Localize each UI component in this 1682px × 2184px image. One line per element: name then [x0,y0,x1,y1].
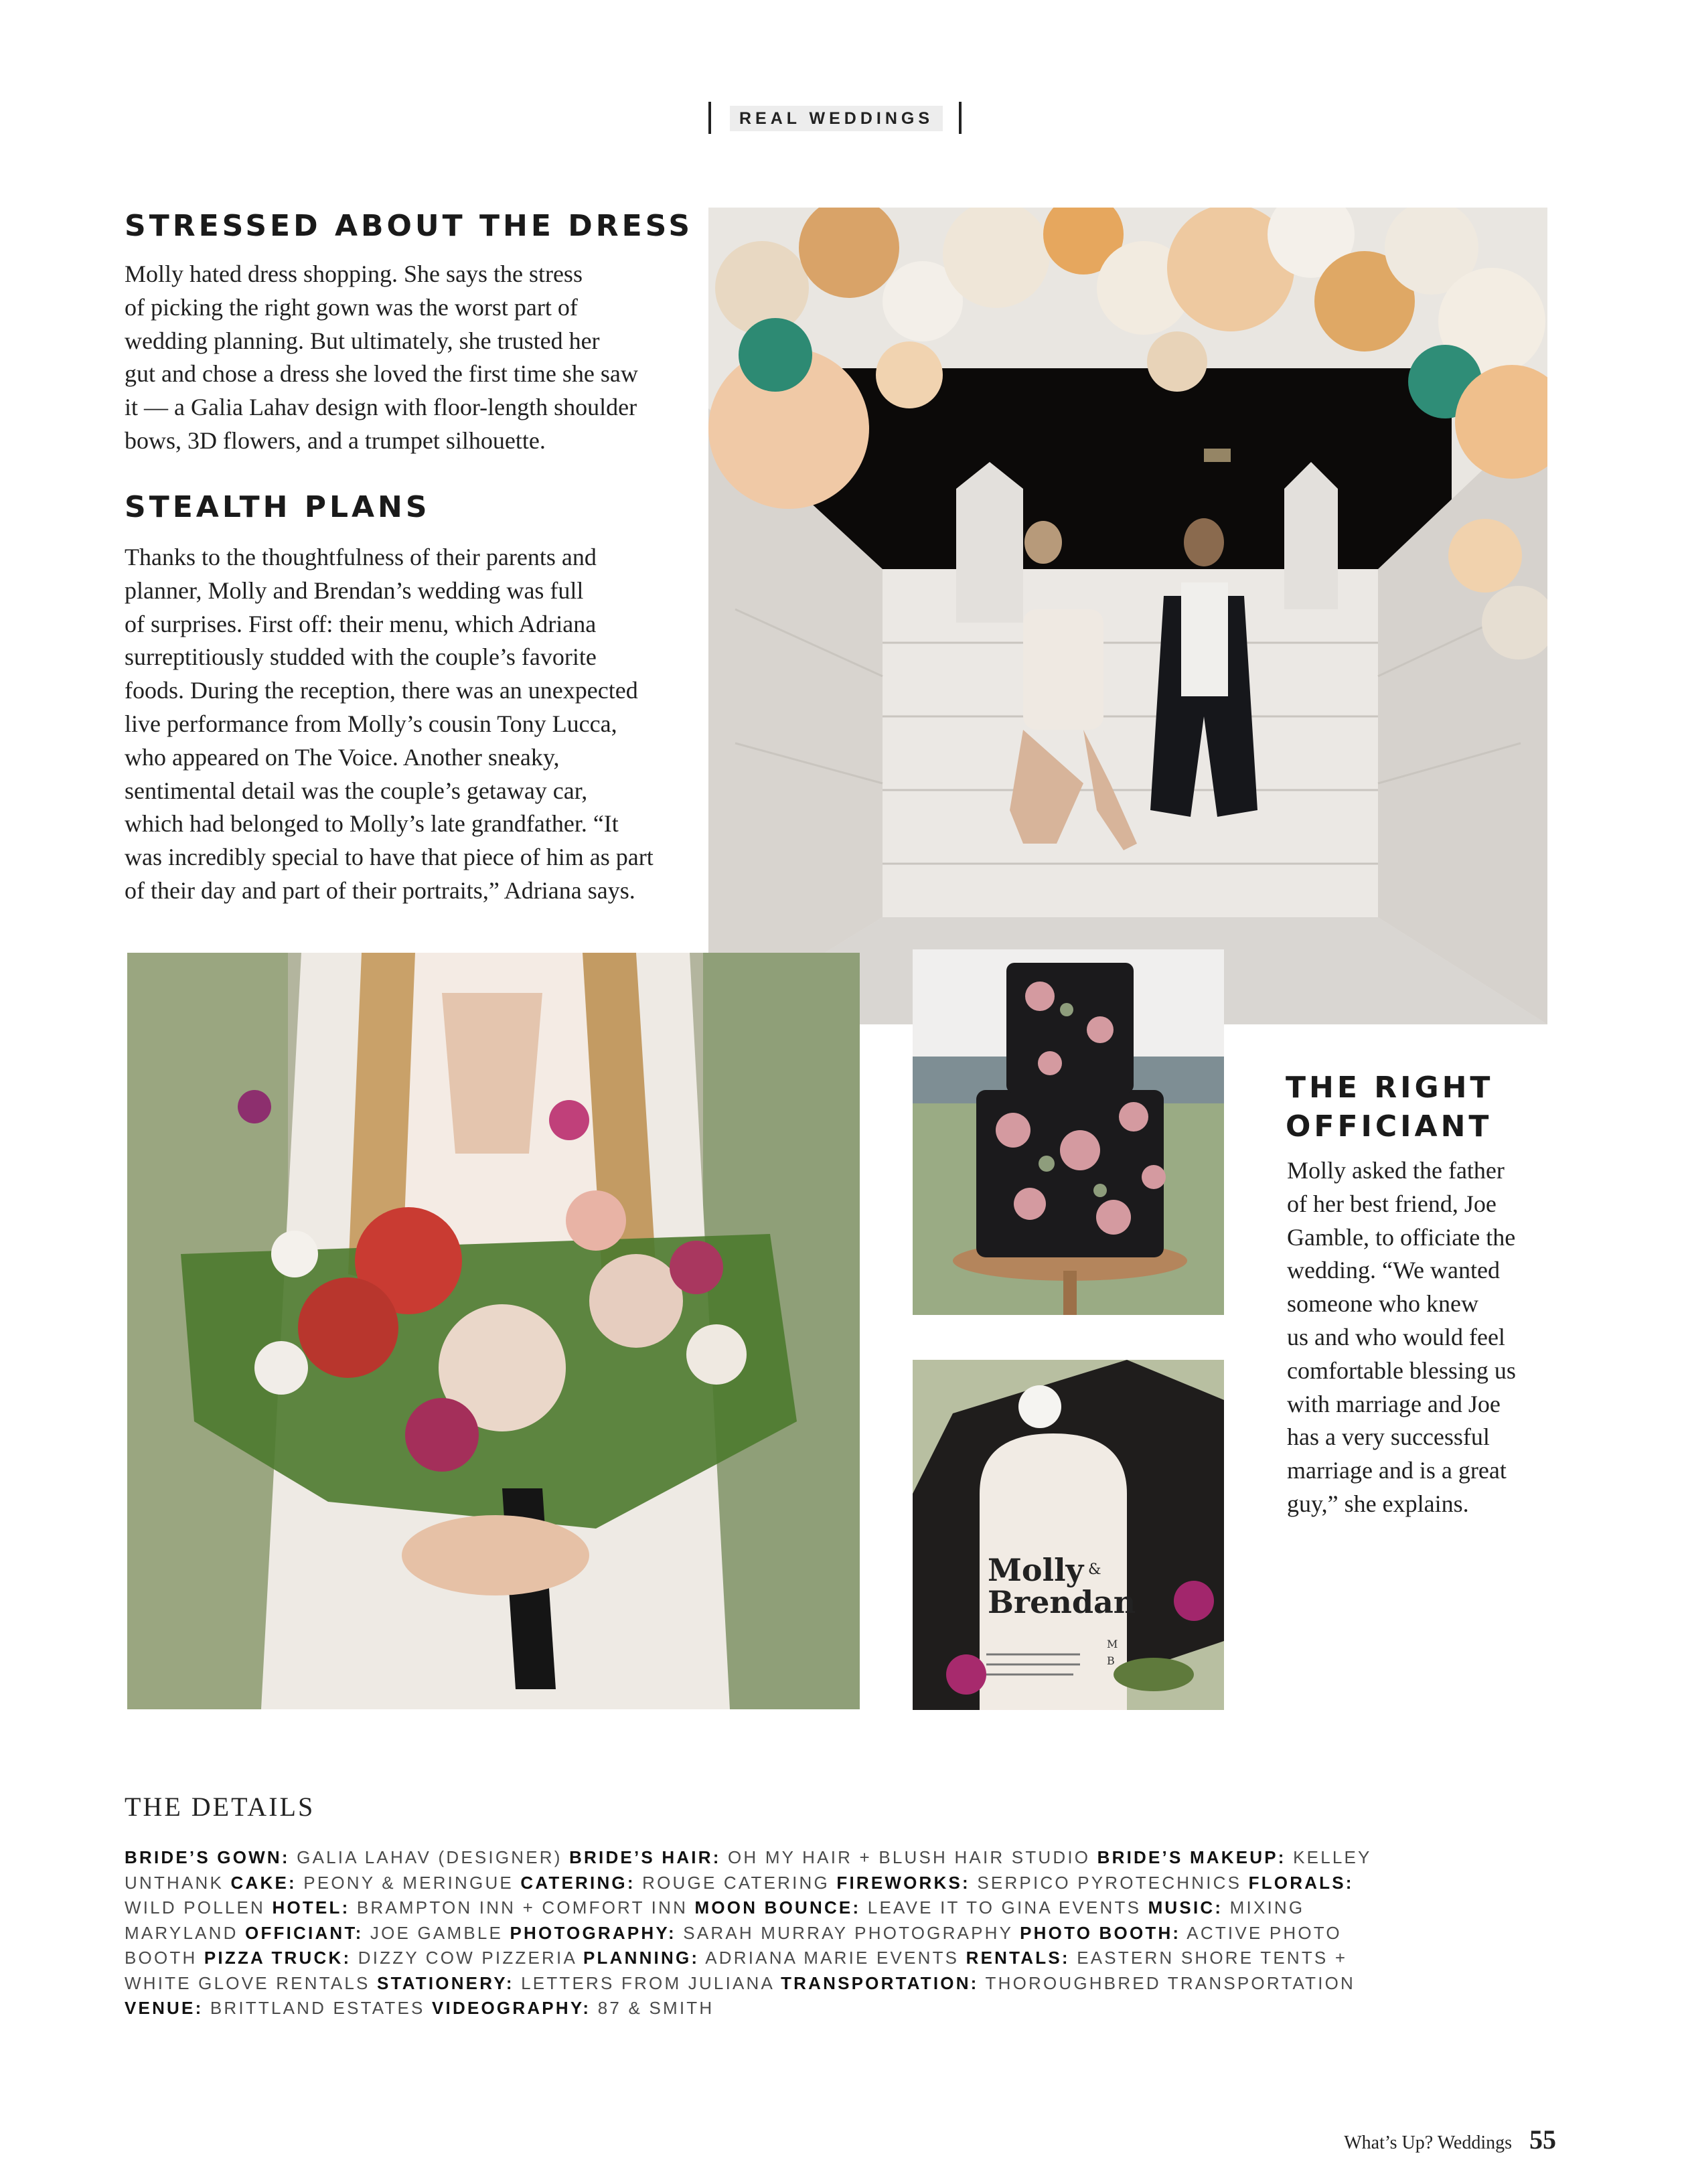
credit-label: HOTEL: [272,1897,350,1918]
text-line: was incredibly special to have that piece of him as part [125,844,654,871]
vendor-credits [125,1845,1383,2021]
credit-label: STATIONERY: [377,1972,514,1993]
text-line: gut and chose a dress she loved the first time she saw [125,360,638,388]
dress-heading: STRESSED ABOUT THE DRESS [125,209,694,243]
credit-value: ACTIVE PHOTO BOOTH [125,1922,1342,1968]
credit-value: KELLEY UNTHANK [125,1847,1372,1893]
text-line: Thanks to the thoughtfulness of their parents and [125,544,597,570]
credit-label: OFFICIANT: [245,1922,364,1943]
credit-value: SARAH MURRAY PHOTOGRAPHY [683,1922,1013,1943]
text-line: Gamble, to officiate the [1287,1223,1516,1251]
credit-label: PIZZA TRUCK: [204,1948,352,1968]
section-header [0,102,1682,135]
text-line: who appeared on The Voice. Another sneaky, [125,743,560,771]
bounce-house-photo [708,208,1547,1024]
text-line: which had belonged to Molly’s late grandfather. “It [125,810,619,838]
credit-value: ADRIANA MARIE EVENTS [705,1948,960,1968]
credit-label: VENUE: [125,1998,204,2018]
text-line: of surprises. First off: their menu, which Adriana [125,610,597,637]
text-line: Molly hated dress shopping. She says the stress [125,260,583,287]
invitation-ampersand: & [1088,1561,1101,1578]
heading-line: THE RIGHT [1286,1071,1494,1105]
credit-value: PEONY & MERINGUE [303,1872,514,1893]
officiant-heading [1286,1069,1607,1146]
credit-label: BRIDE’S MAKEUP: [1097,1847,1286,1867]
page-footer [1344,2124,1556,2155]
publication-name: What’s Up? Weddings [1344,2132,1512,2153]
credit-label: TRANSPORTATION: [781,1972,979,1993]
dress-paragraph [125,258,680,458]
text-line: has a very successful [1287,1423,1490,1451]
text-line: comfortable blessing us [1287,1356,1516,1384]
text-line: of their day and part of their portraits,” Adriana says. [125,876,635,904]
credit-value: WILD POLLEN [125,1897,266,1918]
credit-label: CATERING: [520,1872,635,1893]
header-divider-left [708,102,711,134]
credit-value: GALIA LAHAV (DESIGNER) [297,1847,562,1867]
text-line: with marriage and Joe [1287,1390,1501,1417]
credit-label: MOON BOUNCE: [694,1897,861,1918]
monogram-m: M [1107,1638,1118,1650]
officiant-paragraph [1287,1154,1582,1521]
stealth-heading: STEALTH PLANS [125,490,431,524]
credit-value: BRAMPTON INN + COMFORT INN [356,1897,688,1918]
credit-value: 87 & SMITH [597,1998,714,2018]
heading-line: OFFICIANT [1286,1109,1493,1144]
text-line: of her best friend, Joe [1287,1190,1497,1217]
text-line: surreptitiously studded with the couple’s favorite [125,643,597,671]
invitation-photo [913,1360,1224,1710]
credit-value: LEAVE IT TO GINA EVENTS [867,1897,1142,1918]
credit-value: OH MY HAIR + BLUSH HAIR STUDIO [728,1847,1091,1867]
page-number: 55 [1529,2124,1556,2155]
credit-value: DIZZY COW PIZZERIA [358,1948,577,1968]
text-line: of picking the right gown was the worst part of [125,293,578,321]
cake-photo [913,949,1224,1315]
credit-value: BRITTLAND ESTATES [210,1998,425,2018]
credit-label: BRIDE’S HAIR: [569,1847,721,1867]
credit-label: CAKE: [230,1872,297,1893]
monogram-b: B [1107,1654,1115,1667]
credit-value: JOE GAMBLE [370,1922,504,1943]
credit-value: LETTERS FROM JULIANA [521,1972,774,1993]
text-line: planner, Molly and Brendan’s wedding was full [125,576,584,604]
credit-value: THOROUGHBRED TRANSPORTATION [985,1972,1356,1993]
invitation-name-1: Molly [988,1552,1084,1588]
credit-label: VIDEOGRAPHY: [432,1998,591,2018]
text-line: bows, 3D flowers, and a trumpet silhouette. [125,426,546,454]
text-line: us and who would feel [1287,1323,1505,1350]
text-line: someone who knew [1287,1290,1478,1318]
credit-value: EASTERN SHORE TENTS + WHITE GLOVE RENTALS [125,1948,1348,1993]
text-line: sentimental detail was the couple’s getaway car, [125,777,588,804]
credit-label: PHOTO BOOTH: [1020,1922,1181,1943]
credit-label: MUSIC: [1148,1897,1223,1918]
credit-label: RENTALS: [966,1948,1070,1968]
text-line: wedding. “We wanted [1287,1257,1500,1284]
text-line: wedding planning. But ultimately, she trusted her [125,327,600,354]
section-label: REAL WEDDINGS [730,106,943,131]
text-line: guy,” she explains. [1287,1490,1469,1517]
credit-label: PHOTOGRAPHY: [510,1922,676,1943]
credit-value: MIXING MARYLAND [125,1897,1305,1943]
credit-value: ROUGE CATERING [642,1872,830,1893]
invitation-name-2: Brendan [988,1584,1136,1620]
text-line: marriage and is a great [1287,1457,1507,1484]
credit-label: FLORALS: [1248,1872,1354,1893]
text-line: live performance from Molly’s cousin Tony Lucca, [125,710,617,737]
credit-label: PLANNING: [583,1948,700,1968]
text-line: Molly asked the father [1287,1157,1505,1184]
text-line: it — a Galia Lahav design with floor-length shoulder [125,394,637,421]
credit-value: SERPICO PYROTECHNICS [977,1872,1242,1893]
bouquet-photo [127,953,860,1709]
details-heading: THE DETAILS [125,1792,315,1822]
text-line: foods. During the reception, there was an unexpected [125,677,638,704]
header-divider-right [959,102,962,134]
credit-label: FIREWORKS: [836,1872,970,1893]
credit-label: BRIDE’S GOWN: [125,1847,290,1867]
stealth-paragraph [125,541,680,908]
